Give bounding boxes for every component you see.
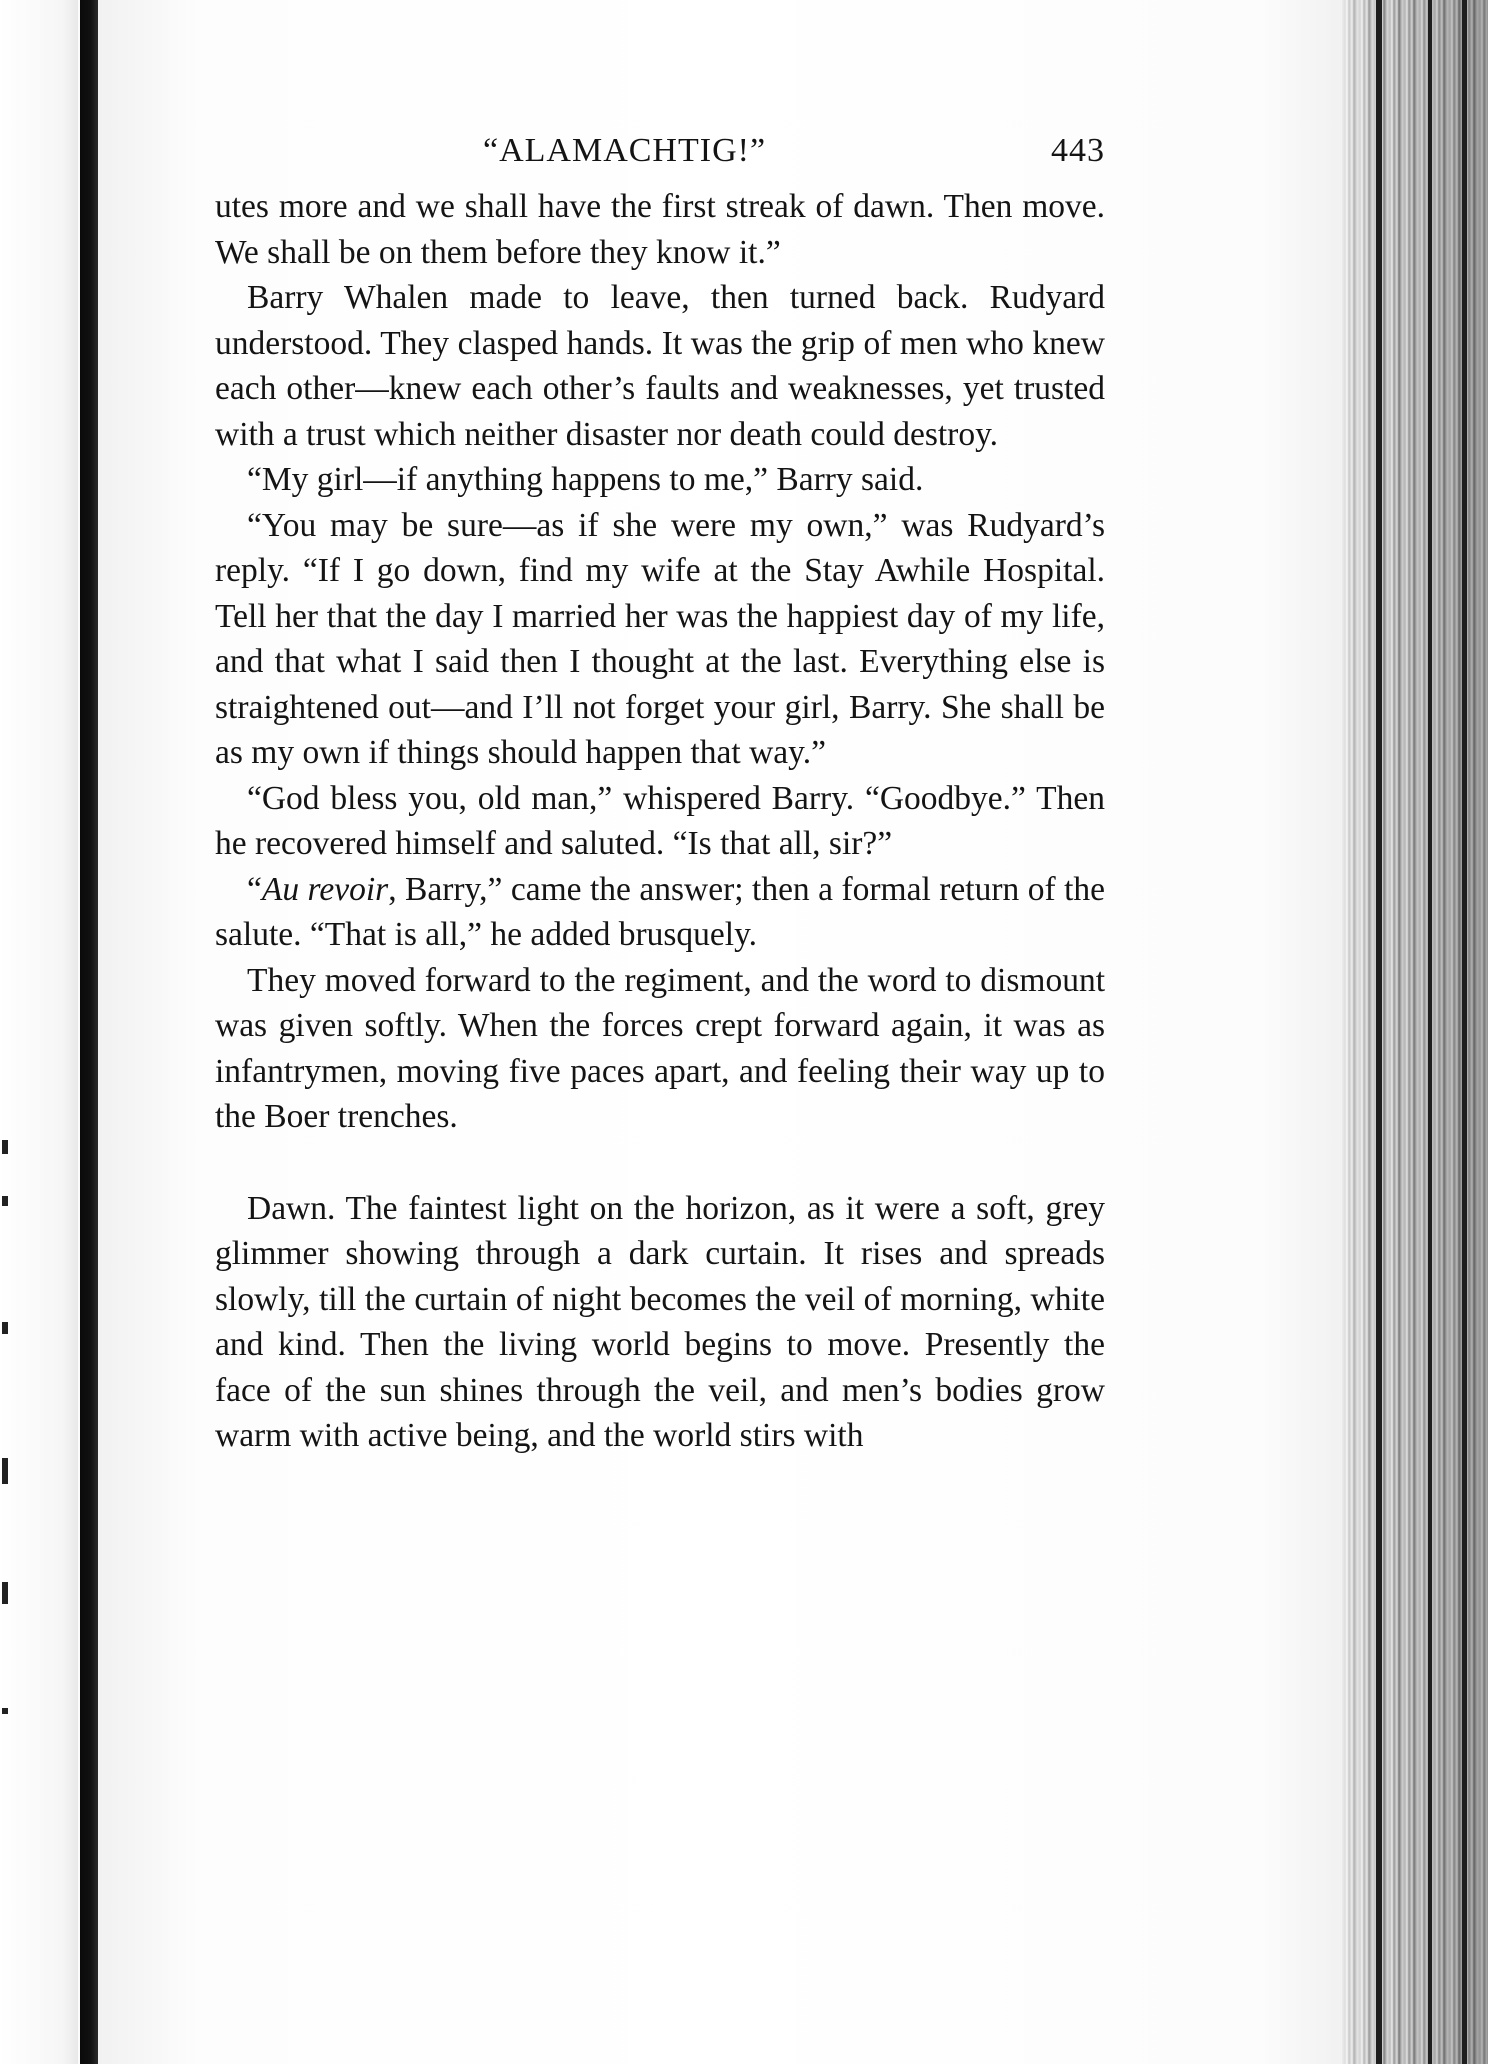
- paragraph: utes more and we shall have the first streak of dawn. Then move. We shall be on them before they know it.”: [215, 188, 1105, 271]
- running-head: [215, 120, 1105, 184]
- page-edge-line: [1376, 0, 1382, 2064]
- facing-page-edge: [0, 0, 78, 2064]
- page-text: [215, 120, 1105, 1459]
- section-break: [215, 1140, 1105, 1186]
- page-edge-line: [1428, 0, 1432, 2064]
- paragraph: “You may be sure—as if she were my own,” was Rudyard’s reply. “If I go down, find my wife at the Stay Awhile Hospital. Tell her that the day I married her was the happiest day of my life, and that what I said then I thought at the last. Everything else is straightened out—and I’ll not forget your girl, Barry. She shall be as my own if things should happen that way.”: [215, 506, 1105, 771]
- paragraph: They moved forward to the regiment, and the word to dismount was given softly. When the forces crept forward again, it was as infantrymen, moving five paces apart, and feeling their way up to the Boer trenches.: [215, 961, 1105, 1135]
- page-edge-line: [1462, 0, 1467, 2064]
- paragraph: “God bless you, old man,” whispered Barry. “Goodbye.” Then he recovered himself and saluted. “Is that all, sir?”: [215, 779, 1105, 862]
- quote-mark: “: [247, 870, 262, 908]
- paragraph: “My girl—if anything happens to me,” Barry said.: [247, 461, 924, 498]
- italic-phrase: Au revoir: [261, 870, 389, 908]
- paragraph: [215, 867, 1105, 958]
- paragraph-text: , Barry,” came the answer; then a formal return of the salute. “That is all,” he added brusquely.: [215, 870, 1105, 953]
- paragraph: Barry Whalen made to leave, then turned back. Rudyard understood. They clasped hands. It was the grip of men who knew each other—knew each other’s faults and weaknesses, yet trusted with a trust which neither disaster nor death could destroy.: [215, 279, 1105, 453]
- book-gutter: [80, 0, 98, 2064]
- paragraph: Dawn. The faintest light on the horizon, as it were a soft, grey glimmer showing through a dark curtain. It rises and spreads slowly, till the curtain of night becomes the veil of morning, white and kind. Then the living world begins to move. Presently the face of the sun shines through the veil, and men’s bodies grow warm with active being, and the world stirs with: [215, 1189, 1105, 1454]
- page-number: 443: [1051, 132, 1105, 169]
- running-title: “ALAMACHTIG!”: [483, 132, 767, 169]
